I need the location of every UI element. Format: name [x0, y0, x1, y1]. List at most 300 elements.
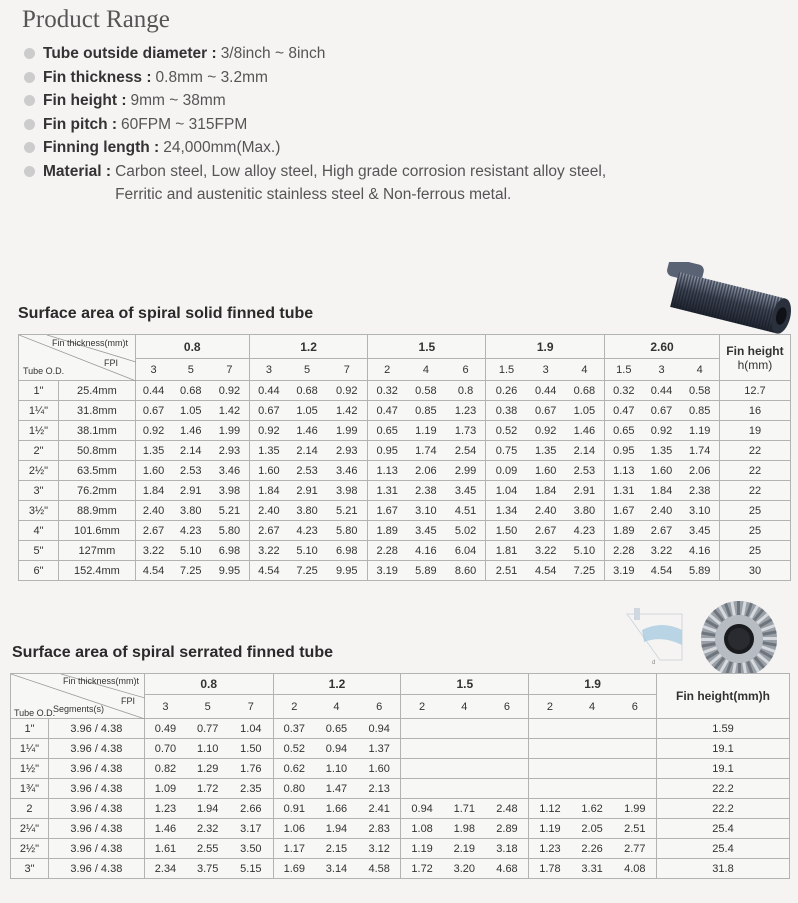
fpi-header: 4 [443, 695, 486, 719]
surface-area-value: 4.23 [288, 521, 326, 541]
surface-area-value: 2.53 [288, 461, 326, 481]
fin-height-value: 12.7 [719, 381, 790, 401]
spec-item [22, 136, 782, 160]
serrated-fin-table [10, 673, 790, 879]
surface-area-value: 1.84 [135, 481, 171, 501]
fpi-header: 5 [288, 359, 326, 381]
surface-area-value: 2.41 [358, 799, 401, 819]
surface-area-value: 1.61 [144, 839, 186, 859]
corner-fin-thickness: Fin thickness(mm)t [63, 676, 140, 686]
surface-area-value: 1.73 [446, 421, 486, 441]
surface-area-value: 9.95 [210, 561, 249, 581]
spec-value: 24,000mm(Max.) [163, 139, 281, 156]
surface-area-value: 3.19 [368, 561, 406, 581]
surface-area-value: 3.14 [315, 859, 358, 879]
page-title: Product Range [22, 6, 170, 33]
surface-area-value: 3.80 [171, 501, 210, 521]
surface-area-value: 2.51 [614, 819, 657, 839]
fpi-header: 3 [249, 359, 288, 381]
serrated-fin-image [612, 600, 792, 678]
surface-area-value: 0.67 [249, 401, 288, 421]
tube-od: 1¼" [11, 739, 49, 759]
group-header: 1.5 [368, 335, 486, 359]
spec-item [22, 160, 782, 207]
surface-area-value: 1.50 [486, 521, 527, 541]
surface-area-value [443, 759, 486, 779]
surface-area-value: 1.89 [368, 521, 406, 541]
surface-area-value: 1.04 [229, 719, 273, 739]
tube-od: 1¼" [19, 401, 59, 421]
surface-area-value: 0.32 [605, 381, 643, 401]
tube-od: 1" [19, 381, 59, 401]
surface-area-value [486, 759, 529, 779]
tube-od-mm: 38.1mm [58, 421, 135, 441]
surface-area-value: 1.13 [605, 461, 643, 481]
segments-value: 3.96 / 4.38 [48, 819, 144, 839]
surface-area-value: 0.92 [135, 421, 171, 441]
surface-area-value [443, 719, 486, 739]
tube-od: 4" [19, 521, 59, 541]
surface-area-value: 1.47 [315, 779, 358, 799]
surface-area-value: 7.25 [288, 561, 326, 581]
table-row [19, 401, 791, 421]
surface-area-value: 2.26 [571, 839, 614, 859]
corner-segments: Segments(s) [53, 704, 105, 714]
surface-area-value: 2.05 [571, 819, 614, 839]
surface-area-value: 1.12 [529, 799, 571, 819]
surface-area-value: 1.84 [643, 481, 681, 501]
surface-area-value: 3.45 [406, 521, 446, 541]
surface-area-value: 2.91 [288, 481, 326, 501]
surface-area-value: 3.80 [288, 501, 326, 521]
surface-area-value: 6.98 [326, 541, 368, 561]
surface-area-value: 0.68 [565, 381, 605, 401]
surface-area-value: 3.10 [680, 501, 719, 521]
spec-list [22, 42, 782, 207]
corner-tube-od: Tube O.D. [23, 366, 65, 376]
surface-area-value: 1.67 [605, 501, 643, 521]
bullet-icon [24, 142, 35, 153]
fin-height-value: 19.1 [657, 739, 790, 759]
fpi-header: 3 [527, 359, 565, 381]
surface-area-value: 0.75 [486, 441, 527, 461]
tube-od-mm: 76.2mm [58, 481, 135, 501]
surface-area-value: 1.67 [368, 501, 406, 521]
table-row [11, 859, 790, 879]
surface-area-value: 1.74 [680, 441, 719, 461]
fin-height-header [719, 335, 790, 381]
surface-area-value: 0.80 [273, 779, 315, 799]
surface-area-value: 1.19 [406, 421, 446, 441]
group-header: 1.2 [249, 335, 368, 359]
fpi-header: 5 [171, 359, 210, 381]
fpi-header: 2 [401, 695, 443, 719]
fpi-header: 2 [529, 695, 571, 719]
tube-od: 3½" [19, 501, 59, 521]
fin-height-value: 22 [719, 481, 790, 501]
surface-area-value: 1.29 [186, 759, 229, 779]
surface-area-value: 2.19 [443, 839, 486, 859]
table-row [11, 799, 790, 819]
surface-area-value: 0.68 [288, 381, 326, 401]
surface-area-value: 1.46 [171, 421, 210, 441]
svg-text:d: d [652, 660, 656, 666]
surface-area-value: 1.46 [565, 421, 605, 441]
surface-area-value: 2.28 [368, 541, 406, 561]
surface-area-value: 1.05 [171, 401, 210, 421]
surface-area-value [486, 779, 529, 799]
surface-area-value: 1.31 [368, 481, 406, 501]
surface-area-value: 0.58 [680, 381, 719, 401]
surface-area-value: 5.89 [406, 561, 446, 581]
surface-area-value: 3.22 [135, 541, 171, 561]
surface-area-value: 0.38 [486, 401, 527, 421]
surface-area-value: 1.35 [135, 441, 171, 461]
spec-value: Carbon steel, Low alloy steel, High grade corrosion resistant alloy steel, [115, 162, 607, 180]
surface-area-value: 3.18 [486, 839, 529, 859]
surface-area-value: 0.44 [135, 381, 171, 401]
surface-area-value: 1.78 [529, 859, 571, 879]
surface-area-value: 2.32 [186, 819, 229, 839]
fin-height-value: 25 [719, 521, 790, 541]
table-corner-header [11, 674, 145, 719]
table-corner-header [19, 335, 136, 381]
surface-area-value: 2.66 [229, 799, 273, 819]
surface-area-value: 3.22 [527, 541, 565, 561]
spec-item [22, 113, 782, 137]
fin-height-value: 19.1 [657, 759, 790, 779]
surface-area-value: 2.93 [326, 441, 368, 461]
surface-area-value: 7.25 [565, 561, 605, 581]
surface-area-value: 0.92 [249, 421, 288, 441]
surface-area-value: 4.08 [614, 859, 657, 879]
segments-value: 3.96 / 4.38 [48, 859, 144, 879]
fin-height-value: 22 [719, 441, 790, 461]
surface-area-value: 0.92 [643, 421, 681, 441]
table-row [11, 759, 790, 779]
surface-area-value: 1.99 [210, 421, 249, 441]
surface-area-value: 4.58 [358, 859, 401, 879]
group-header: 1.9 [486, 335, 605, 359]
surface-area-value: 0.68 [171, 381, 210, 401]
spec-value-continued: Ferritic and austenitic stainless steel & Non-ferrous metal. [115, 186, 512, 203]
surface-area-value: 0.77 [186, 719, 229, 739]
surface-area-value [486, 739, 529, 759]
surface-area-value: 2.14 [565, 441, 605, 461]
surface-area-value [529, 739, 571, 759]
surface-area-value: 1.08 [401, 819, 443, 839]
surface-area-value: 2.67 [527, 521, 565, 541]
surface-area-value: 0.95 [605, 441, 643, 461]
spec-label: Fin pitch : [43, 115, 118, 133]
surface-area-value: 6.04 [446, 541, 486, 561]
surface-area-value: 1.81 [486, 541, 527, 561]
surface-area-value: 3.46 [326, 461, 368, 481]
fpi-header: 4 [315, 695, 358, 719]
tube-od-mm: 63.5mm [58, 461, 135, 481]
surface-area-value [401, 719, 443, 739]
bullet-icon [24, 166, 35, 177]
spec-value: 60FPM ~ 315FPM [121, 115, 248, 133]
surface-area-value: 2.91 [565, 481, 605, 501]
surface-area-value: 1.99 [614, 799, 657, 819]
surface-area-value: 1.72 [186, 779, 229, 799]
fpi-header: 3 [643, 359, 681, 381]
surface-area-value: 0.58 [406, 381, 446, 401]
fpi-header: 7 [210, 359, 249, 381]
surface-area-value: 1.10 [315, 759, 358, 779]
surface-area-value: 3.17 [229, 819, 273, 839]
tube-od-mm: 25.4mm [58, 381, 135, 401]
surface-area-value: 0.32 [368, 381, 406, 401]
surface-area-value: 3.75 [186, 859, 229, 879]
surface-area-value: 0.92 [527, 421, 565, 441]
surface-area-value: 0.8 [446, 381, 486, 401]
surface-area-value: 1.35 [643, 441, 681, 461]
surface-area-value: 1.23 [446, 401, 486, 421]
surface-area-value: 5.21 [326, 501, 368, 521]
spec-label: Tube outside diameter : [43, 45, 217, 62]
surface-area-value: 0.85 [406, 401, 446, 421]
fin-height-value: 25.4 [657, 839, 790, 859]
surface-area-value: 1.04 [486, 481, 527, 501]
surface-area-value: 3.19 [605, 561, 643, 581]
surface-area-value: 0.70 [144, 739, 186, 759]
fpi-header: 2 [273, 695, 315, 719]
surface-area-value: 3.12 [358, 839, 401, 859]
group-header: 0.8 [144, 674, 273, 695]
surface-area-value: 0.44 [643, 381, 681, 401]
fin-height-value: 19 [719, 421, 790, 441]
surface-area-value: 0.95 [368, 441, 406, 461]
fpi-header: 3 [144, 695, 186, 719]
surface-area-value: 0.47 [605, 401, 643, 421]
surface-area-value: 0.67 [643, 401, 681, 421]
surface-area-value: 4.54 [527, 561, 565, 581]
fpi-header: 3 [135, 359, 171, 381]
surface-area-value: 1.17 [273, 839, 315, 859]
surface-area-value: 0.44 [527, 381, 565, 401]
fpi-header: 7 [326, 359, 368, 381]
bullet-icon [24, 72, 35, 83]
surface-area-value: 0.94 [315, 739, 358, 759]
surface-area-value: 4.54 [643, 561, 681, 581]
tube-od: 1½" [11, 759, 49, 779]
tube-od-mm: 31.8mm [58, 401, 135, 421]
surface-area-value: 2.40 [643, 501, 681, 521]
surface-area-value: 1.66 [315, 799, 358, 819]
fin-height-value: 16 [719, 401, 790, 421]
surface-area-value: 1.31 [605, 481, 643, 501]
spec-label: Fin height : [43, 92, 127, 109]
surface-area-value: 1.19 [680, 421, 719, 441]
table-row [19, 521, 791, 541]
fpi-header: 6 [446, 359, 486, 381]
surface-area-value [614, 779, 657, 799]
tube-od: 6" [19, 561, 59, 581]
serrated-table-title: Surface area of spiral serrated finned tube [12, 644, 333, 661]
surface-area-value: 4.54 [135, 561, 171, 581]
surface-area-value: 3.98 [210, 481, 249, 501]
corner-fin-thickness: Fin thickness(mm)t [52, 338, 129, 348]
tube-od: 1" [11, 719, 49, 739]
surface-area-value: 0.94 [401, 799, 443, 819]
surface-area-value [529, 759, 571, 779]
surface-area-value: 1.23 [529, 839, 571, 859]
surface-area-value: 3.50 [229, 839, 273, 859]
surface-area-value: 0.67 [135, 401, 171, 421]
spec-label: Fin thickness : [43, 68, 152, 86]
table-row [19, 421, 791, 441]
surface-area-value: 2.28 [605, 541, 643, 561]
surface-area-value: 5.10 [171, 541, 210, 561]
fpi-header: 6 [486, 695, 529, 719]
surface-area-value: 1.60 [358, 759, 401, 779]
table-row [19, 381, 791, 401]
surface-area-value: 2.67 [135, 521, 171, 541]
surface-area-value: 2.53 [171, 461, 210, 481]
bullet-icon [24, 119, 35, 130]
tube-od-mm: 127mm [58, 541, 135, 561]
surface-area-value [614, 739, 657, 759]
surface-area-value: 2.77 [614, 839, 657, 859]
segments-value: 3.96 / 4.38 [48, 779, 144, 799]
surface-area-value: 2.35 [229, 779, 273, 799]
surface-area-value [486, 719, 529, 739]
surface-area-value: 3.22 [249, 541, 288, 561]
fin-height-value: 31.8 [657, 859, 790, 879]
fin-height-value: 1.59 [657, 719, 790, 739]
surface-area-value: 2.48 [486, 799, 529, 819]
surface-area-value [571, 739, 614, 759]
surface-area-value: 1.84 [527, 481, 565, 501]
surface-area-value: 3.45 [446, 481, 486, 501]
fpi-header: 4 [680, 359, 719, 381]
surface-area-value: 1.84 [249, 481, 288, 501]
spec-value-material [115, 160, 606, 207]
surface-area-value: 2.53 [565, 461, 605, 481]
tube-od: 2½" [11, 839, 49, 859]
corner-fpi: FPI [121, 696, 136, 706]
spec-label: Material : [43, 162, 112, 180]
surface-area-value: 1.13 [368, 461, 406, 481]
surface-area-value: 3.80 [565, 501, 605, 521]
surface-area-value: 1.98 [443, 819, 486, 839]
spec-value: 9mm ~ 38mm [130, 92, 226, 109]
surface-area-value: 5.02 [446, 521, 486, 541]
tube-od: 3" [11, 859, 49, 879]
surface-area-value: 1.60 [135, 461, 171, 481]
segments-value: 3.96 / 4.38 [48, 799, 144, 819]
tube-od: 1½" [19, 421, 59, 441]
fpi-header: 5 [186, 695, 229, 719]
spec-value: 3/8inch ~ 8inch [220, 45, 326, 62]
solid-fin-table [18, 334, 791, 581]
fin-height-label: Fin height [726, 343, 784, 358]
surface-area-value: 2.67 [249, 521, 288, 541]
segments-value: 3.96 / 4.38 [48, 759, 144, 779]
fin-height-value: 22.2 [657, 799, 790, 819]
table-row [11, 739, 790, 759]
surface-area-value: 2.99 [446, 461, 486, 481]
surface-area-value: 6.98 [210, 541, 249, 561]
table-row [19, 481, 791, 501]
surface-area-value: 1.94 [315, 819, 358, 839]
surface-area-value: 2.40 [527, 501, 565, 521]
surface-area-value: 1.71 [443, 799, 486, 819]
fpi-header: 7 [229, 695, 273, 719]
surface-area-value [443, 779, 486, 799]
surface-area-value: 0.09 [486, 461, 527, 481]
surface-area-value: 0.62 [273, 759, 315, 779]
surface-area-value: 0.26 [486, 381, 527, 401]
fin-height-header: Fin height(mm)h [657, 674, 790, 719]
surface-area-value: 2.06 [680, 461, 719, 481]
surface-area-value: 1.23 [144, 799, 186, 819]
surface-area-value: 2.93 [210, 441, 249, 461]
surface-area-value: 1.74 [406, 441, 446, 461]
surface-area-value: 4.51 [446, 501, 486, 521]
table-row [19, 461, 791, 481]
surface-area-value: 3.20 [443, 859, 486, 879]
surface-area-value: 1.60 [249, 461, 288, 481]
surface-area-value: 2.34 [144, 859, 186, 879]
surface-area-value: 0.49 [144, 719, 186, 739]
surface-area-value: 1.34 [486, 501, 527, 521]
surface-area-value: 5.10 [565, 541, 605, 561]
group-header: 2.60 [605, 335, 720, 359]
tube-od-mm: 50.8mm [58, 441, 135, 461]
surface-area-value: 1.62 [571, 799, 614, 819]
surface-area-value: 1.60 [643, 461, 681, 481]
fin-height-value: 22.2 [657, 779, 790, 799]
surface-area-value: 1.42 [326, 401, 368, 421]
surface-area-value: 5.80 [210, 521, 249, 541]
table-row [11, 779, 790, 799]
surface-area-value [401, 759, 443, 779]
surface-area-value: 0.47 [368, 401, 406, 421]
surface-area-value: 1.19 [401, 839, 443, 859]
surface-area-value: 2.38 [406, 481, 446, 501]
tube-od: 2½" [19, 461, 59, 481]
table-row [11, 819, 790, 839]
surface-area-value: 0.65 [315, 719, 358, 739]
surface-area-value: 2.55 [186, 839, 229, 859]
surface-area-value: 1.35 [249, 441, 288, 461]
surface-area-value: 5.80 [326, 521, 368, 541]
fin-height-value: 25.4 [657, 819, 790, 839]
group-header: 1.5 [401, 674, 529, 695]
surface-area-value: 0.52 [273, 739, 315, 759]
surface-area-value [614, 759, 657, 779]
fpi-header: 6 [358, 695, 401, 719]
surface-area-value: 5.10 [288, 541, 326, 561]
surface-area-value: 7.25 [171, 561, 210, 581]
surface-area-value: 2.40 [135, 501, 171, 521]
fin-height-value: 22 [719, 461, 790, 481]
surface-area-value: 2.67 [643, 521, 681, 541]
surface-area-value: 3.45 [680, 521, 719, 541]
spec-value: 0.8mm ~ 3.2mm [155, 68, 268, 86]
corner-tube-od: Tube O.D. [14, 708, 56, 718]
surface-area-value: 4.16 [406, 541, 446, 561]
surface-area-value: 0.44 [249, 381, 288, 401]
surface-area-value [571, 719, 614, 739]
table-row [19, 541, 791, 561]
fpi-header: 2 [368, 359, 406, 381]
table-row [19, 561, 791, 581]
surface-area-value: 0.92 [210, 381, 249, 401]
